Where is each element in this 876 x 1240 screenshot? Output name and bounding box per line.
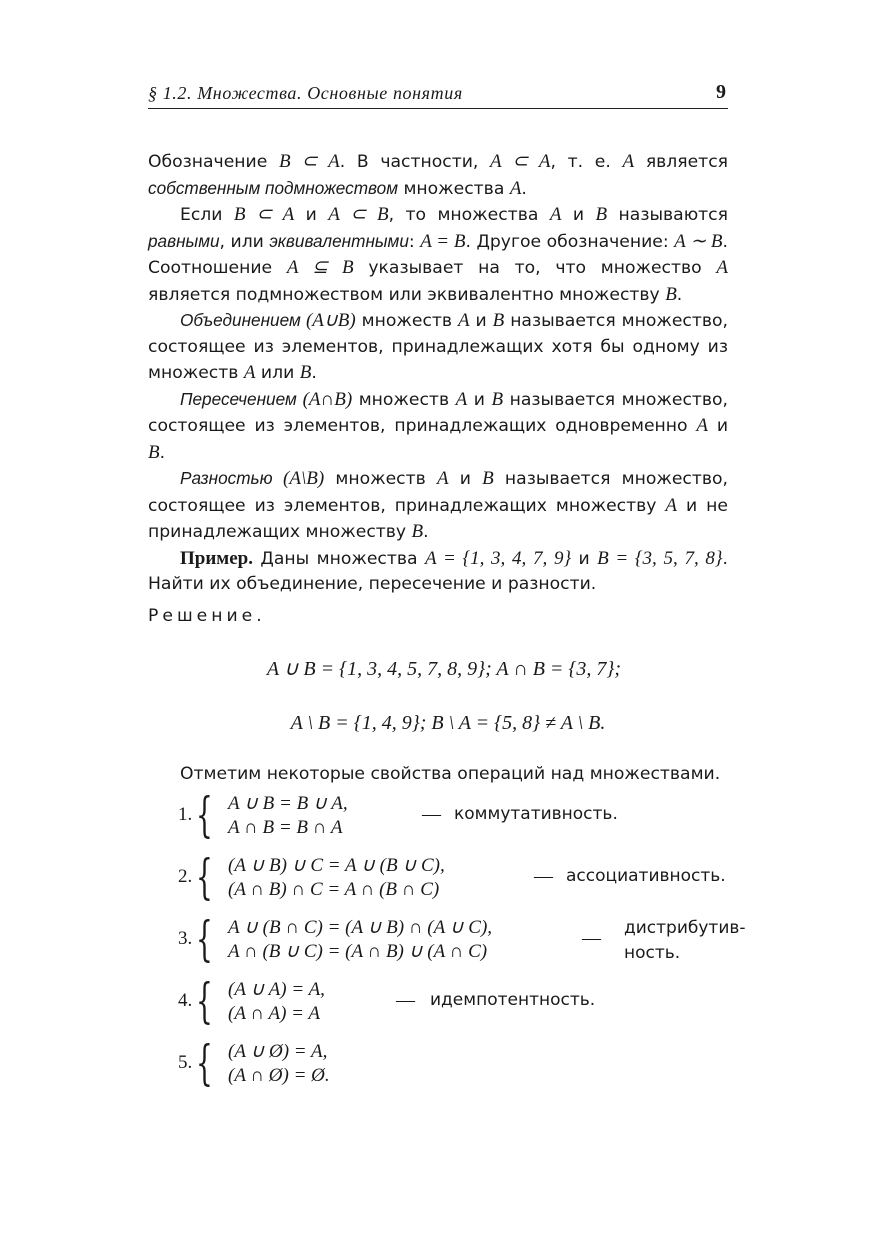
header-title: § 1.2. Множества. Основные понятия	[148, 83, 463, 103]
term-equivalent: эквивалентными	[269, 230, 409, 251]
term-proper-subset: собственным подмножеством	[148, 177, 398, 198]
property-name: ассоциативность.	[566, 865, 726, 886]
property-2: 2. { (A ∪ B) ∪ C = A ∪ (B ∪ C), (A ∩ B) ∩ C = A ∩ (B ∩ C) — ассоциативность.	[178, 848, 726, 905]
paragraph-notation: Обозначение B ⊂ A. В частности, A ⊂ A, т. е. A является собственным подмножеством множества A.	[148, 151, 728, 199]
property-name: коммутативность.	[454, 803, 618, 824]
paragraph-equality: Если B ⊂ A и A ⊂ B, то множества A и B называются равными, или эквивалентными: A = B. Другое обозначение: A ∼ B. Соотношение A ⊆ B указывает на то, что множество A является подмножеством или эквивалентно множеству B.	[148, 204, 728, 305]
term-union: Объединением	[180, 310, 301, 330]
page-number: 9	[716, 81, 726, 103]
property-name: дистрибутив- ность.	[624, 917, 746, 963]
property-name: идемпотентность.	[430, 989, 596, 1010]
left-brace-icon: {	[196, 910, 213, 967]
paragraph-example: Пример. Даны множества A = {1, 3, 4, 7, 9} и B = {3, 5, 7, 8}. Найти их объединение, пересечение и разности.	[148, 547, 728, 594]
term-difference: Разностью	[180, 468, 273, 488]
left-brace-icon: {	[196, 1034, 213, 1091]
formula-union-intersection: A ∪ B = {1, 3, 4, 5, 7, 8, 9}; A ∩ B = {3, 7};	[266, 658, 622, 680]
left-brace-icon: {	[196, 972, 213, 1029]
term-intersection: Пересечением	[180, 388, 297, 409]
example-label: Пример.	[180, 547, 253, 569]
solution-label: Решение.	[148, 605, 266, 626]
paragraph-union: Объединением (A∪B) множеств A и B называется множество, состоящее из элементов, принадлежащих хотя бы одному из множеств A или B.	[148, 310, 728, 383]
paragraph-difference: Разностью (A\B) множеств A и B называется множество, состоящее из элементов, принадлежащих множеству A и не принадлежащих множеству B.	[148, 468, 728, 542]
paragraph-intersection: Пересечением (A∩B) множеств A и B называется множество, состоящее из элементов, принадлежащих одновременно A и B.	[148, 388, 729, 463]
property-5: 5. { (A ∪ Ø) = A, (A ∩ Ø) = Ø.	[178, 1034, 330, 1091]
body-text	[148, 149, 746, 1091]
running-header	[148, 78, 728, 109]
property-1: 1. { A ∪ B = B ∪ A, A ∩ B = B ∩ A — коммутативность.	[178, 786, 618, 843]
left-brace-icon: {	[196, 848, 213, 905]
property-4: 4. { (A ∪ A) = A, (A ∩ A) = A — идемпотентность.	[178, 972, 596, 1029]
page	[148, 78, 746, 1091]
property-3: 3. { A ∪ (B ∩ C) = (A ∪ B) ∩ (A ∪ C), A ∩ (B ∪ C) = (A ∩ B) ∪ (A ∩ C) — дистрибутив- ность.	[178, 910, 746, 967]
properties-intro: Отметим некоторые свойства операций над множествами.	[180, 764, 721, 784]
term-equal: равными	[148, 230, 220, 251]
left-brace-icon: {	[196, 786, 213, 843]
formula-differences: A \ B = {1, 4, 9}; B \ A = {5, 8} ≠ A \ B.	[290, 711, 606, 734]
